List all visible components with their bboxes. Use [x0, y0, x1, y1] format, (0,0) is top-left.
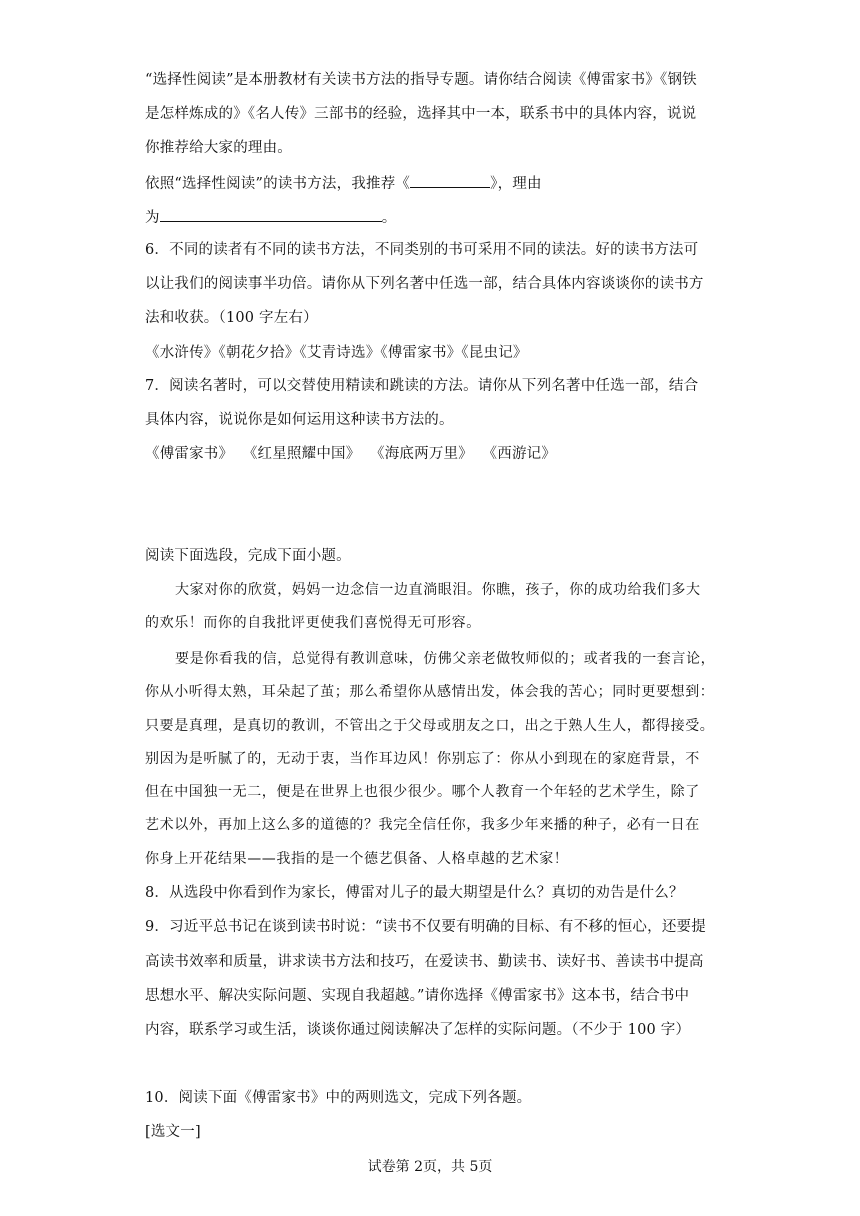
- q6-line-3: 法和收获。（100 字左右）: [145, 310, 318, 326]
- passage-line-2: 的欢乐！而你的自我批评更使我们喜悦得无可形容。: [145, 615, 481, 631]
- q6-book-list: 《水浒传》《朝花夕拾》《艾青诗选》《傅雷家书》《昆虫记》: [145, 345, 528, 361]
- passage-line-1: 大家对你的欣赏，妈妈一边念信一边直淌眼泪。你瞧，孩子，你的成功给我们多大: [175, 582, 701, 598]
- book-name-blank[interactable]: [410, 173, 490, 188]
- q5-line-1: “选择性阅读”是本册教材有关读书方法的指导专题。请你结合阅读《傅雷家书》《钢铁: [145, 72, 697, 88]
- q5-answer-line-2: [145, 207, 396, 228]
- q9-line-4: 内容，联系学习或生活，谈谈你通过阅读解决了怎样的实际问题。（不少于 100 字）: [145, 1022, 691, 1038]
- passage-line-5: 只要是真理，是真切的教训，不管出之于父母或朋友之口，出之于熟人生人，都得接受。: [145, 718, 715, 734]
- q7-line-1: 7．阅读名著时，可以交替使用精读和跳读的方法。请你从下列名著中任选一部，结合: [145, 378, 699, 394]
- q9-line-2: 高读书效率和质量，讲求读书方法和技巧，在爱读书、勤读书、读好书、善读书中提高: [145, 954, 704, 970]
- passage-line-7: 但在中国独一无二，便是在世界上也很少很少。哪个人教育一个年轻的艺术学生，除了: [145, 784, 700, 800]
- passage-line-4: 你从小听得太熟，耳朵起了茧；那么希望你从感情出发，体会我的苦心；同时更要想到：: [145, 684, 715, 700]
- q5-reason-suffix: 。: [381, 210, 397, 226]
- q6-line-2: 以让我们的阅读事半功倍。请你从下列名著中任选一部，结合具体内容谈谈你的读书方: [145, 276, 704, 292]
- q6-line-1: 6．不同的读者有不同的读书方法，不同类别的书可采用不同的读法。好的读书方法可: [145, 242, 699, 258]
- page-footer: 试卷第 2页，共 5页: [367, 1159, 493, 1175]
- passage-line-3: 要是你看我的信，总觉得有教训意味，仿佛父亲老做牧师似的；或者我的一套言论，: [175, 651, 716, 667]
- q5-answer-line-1: [145, 173, 542, 194]
- passage-line-6: 别因为是听腻了的，无动于衷，当作耳边风！你别忘了：你从小到现在的家庭背景，不: [145, 751, 700, 767]
- q10-selection-label: [选文一]: [145, 1124, 201, 1140]
- q9-line-3: 思想水平、解决实际问题、实现自我超越。”请你选择《傅雷家书》这本书，结合书中: [145, 988, 690, 1004]
- q5-answer-suffix: 》，理由: [490, 176, 542, 192]
- q5-line-2: 是怎样炼成的》《名人传》三部书的经验，选择其中一本，联系书中的具体内容，说说: [145, 106, 697, 122]
- q10-line-1: 10．阅读下面《傅雷家书》中的两则选文，完成下列各题。: [145, 1090, 532, 1106]
- q5-reason-prefix: 为: [145, 210, 160, 226]
- reason-blank[interactable]: [160, 207, 382, 222]
- passage-line-9: 你身上开花结果——我指的是一个德艺俱备、人格卓越的艺术家！: [145, 851, 569, 867]
- q7-line-2: 具体内容，说说你是如何运用这种读书方法的。: [145, 412, 454, 428]
- passage-intro: 阅读下面选段，完成下面小题。: [145, 548, 351, 564]
- q5-answer-prefix: 依照“选择性阅读”的读书方法，我推荐《: [145, 176, 411, 192]
- passage-line-8: 艺术以外，再加上这么多的道德的？我完全信任你，我多少年来播的种子，必有一日在: [145, 817, 700, 833]
- q5-line-3: 你推荐给大家的理由。: [145, 140, 292, 156]
- q9-line-1: 9．习近平总书记在谈到读书时说：“读书不仅要有明确的目标、有不移的恒心，还要提: [145, 919, 706, 935]
- q7-book-list: 《傅雷家书》 《红星照耀中国》 《海底两万里》 《西游记》: [145, 446, 557, 462]
- q8-text: 8．从选段中你看到作为家长，傅雷对儿子的最大期望是什么？真切的劝告是什么？: [145, 885, 684, 901]
